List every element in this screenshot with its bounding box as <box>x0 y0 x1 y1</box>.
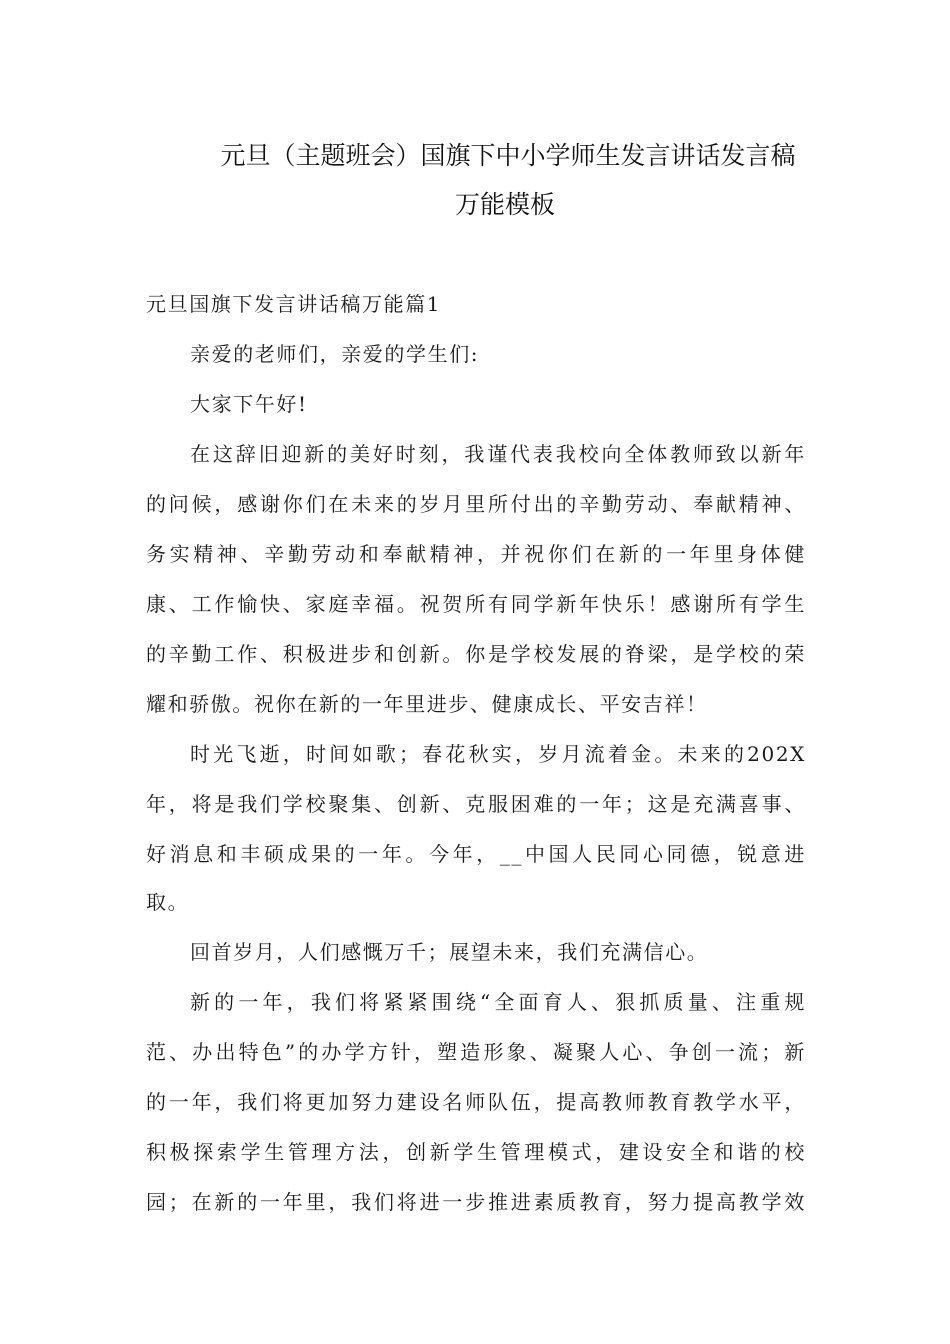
salutation: 亲爱的老师们，亲爱的学生们: <box>190 342 480 366</box>
document-title-line-1: 元旦（主题班会）国旗下中小学师生发言讲话发言稿 <box>220 141 796 170</box>
paragraph-line: 的一年，我们将更加努力建设名师队伍，提高教师教育教学水平， <box>146 1090 806 1114</box>
greeting: 大家下午好! <box>190 392 308 416</box>
paragraph-line: 好消息和丰硕成果的一年。今年，__中国人民同心同德，锐意进 <box>146 842 806 866</box>
paragraph-line: 新的一年，我们将紧紧围绕“全面育人、狠抓质量、注重规 <box>190 990 806 1014</box>
paragraph-line: 时光飞逝，时间如歌；春花秋实，岁月流着金。未来的202X <box>190 742 806 766</box>
paragraph-line: 回首岁月，人们感慨万千；展望未来，我们充满信心。 <box>190 940 709 964</box>
paragraph-line: 积极探索学生管理方法，创新学生管理模式，建设安全和谐的校 <box>146 1140 806 1164</box>
paragraph-line: 务实精神、辛勤劳动和奉献精神，并祝你们在新的一年里身体健 <box>146 542 806 566</box>
paragraph-line: 园；在新的一年里，我们将进一步推进素质教育，努力提高教学效 <box>146 1190 806 1214</box>
paragraph-line: 的问候，感谢你们在未来的岁月里所付出的辛勤劳动、奉献精神、 <box>146 492 806 516</box>
paragraph-line: 取。 <box>146 890 190 914</box>
document-title-line-2: 万能模板 <box>454 190 555 219</box>
paragraph-line: 范、办出特色”的办学方针，塑造形象、凝聚人心、争创一流；新 <box>146 1040 806 1064</box>
paragraph-line: 年，将是我们学校聚集、创新、克服困难的一年；这是充满喜事、 <box>146 792 806 816</box>
section-heading: 元旦国旗下发言讲话稿万能篇1 <box>146 292 442 316</box>
paragraph-line: 的辛勤工作、积极进步和创新。你是学校发展的脊梁，是学校的荣 <box>146 642 806 666</box>
paragraph-line: 康、工作愉快、家庭幸福。祝贺所有同学新年快乐！感谢所有学生 <box>146 592 806 616</box>
paragraph-line: 在这辞旧迎新的美好时刻，我谨代表我校向全体教师致以新年 <box>190 442 806 466</box>
paragraph-line: 耀和骄傲。祝你在新的一年里进步、健康成长、平安吉祥！ <box>146 692 708 716</box>
